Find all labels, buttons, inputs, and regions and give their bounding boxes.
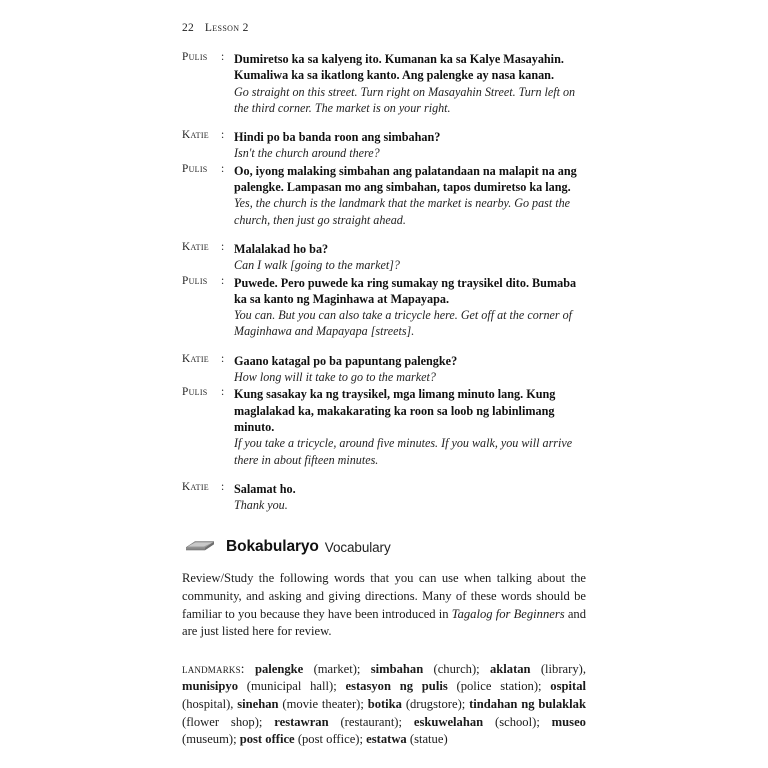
vocabulary-gloss: (post office) xyxy=(297,732,360,747)
vocabulary-term: tindahan ng bulaklak xyxy=(469,696,586,711)
vocabulary-entry xyxy=(371,662,490,676)
vocabulary-gloss: (market) xyxy=(313,661,357,676)
speaker-colon: : xyxy=(221,480,225,493)
vocabulary-intro-paragraph xyxy=(182,570,586,640)
vocabulary-gloss: (movie theater) xyxy=(282,696,361,711)
vocabulary-separator: ; xyxy=(536,714,552,729)
dialogue-list xyxy=(182,51,586,513)
vocabulary-separator: ; xyxy=(461,696,470,711)
speaker-label: Pulis xyxy=(182,386,208,399)
vocabulary-term: munisipyo xyxy=(182,679,238,694)
vocabulary-separator: ; xyxy=(476,661,490,676)
dialogue-turn xyxy=(182,241,586,274)
vocabulary-entry xyxy=(366,732,448,746)
intro-text-part-2: and are just listed here for review. xyxy=(182,606,586,639)
vocabulary-gloss: (library) xyxy=(540,661,583,676)
vocabulary-term: simbahan xyxy=(370,661,424,676)
vocabulary-entry xyxy=(490,662,586,676)
dialogue-turn xyxy=(182,163,586,228)
vocabulary-term: estatwa xyxy=(366,732,407,747)
vocabulary-term: sinehan xyxy=(237,696,279,711)
english-translation-line: Can I walk [going to the market]? xyxy=(234,258,400,273)
vocabulary-term: ospital xyxy=(550,679,586,694)
vocabulary-term: palengke xyxy=(254,661,304,676)
speaker-label: Pulis xyxy=(182,274,208,287)
vocabulary-category-label: landmarks: xyxy=(182,660,245,676)
intro-text-part-1: Review/Study the following words that you can use when talking about the community, and asking and giving directions. Many of these words should be familiar to you because they have been introduced in xyxy=(182,571,586,621)
dialogue-turn xyxy=(182,51,586,116)
speaker-colon: : xyxy=(221,386,225,399)
english-translation-line: Go straight on this street. Turn right on Masayahin Street. Turn left on the third corner. The market is on your right. xyxy=(234,84,576,115)
speaker-colon: : xyxy=(221,51,225,63)
vocabulary-term: museo xyxy=(551,714,586,729)
vocabulary-gloss: (school) xyxy=(495,714,537,729)
dialogue-turn xyxy=(182,275,586,340)
speaker-label: Katie xyxy=(182,129,209,142)
vocabulary-separator: , xyxy=(230,696,238,711)
english-translation-line: Thank you. xyxy=(234,498,288,513)
english-translation-line: You can. But you can also take a tricycle here. Get off at the corner of Maginhawa and Mapayapa [streets]. xyxy=(234,308,572,339)
vocabulary-separator: ; xyxy=(398,714,414,729)
vocabulary-separator: ; xyxy=(360,696,368,711)
vocabulary-entry xyxy=(255,662,371,676)
dialogue-turn xyxy=(182,481,586,514)
book-icon xyxy=(185,539,215,555)
tagalog-line: Puwede. Pero puwede ka ring sumakay ng traysikel dito. Bumaba ka sa kanto ng Maginhawa at Mapayapa. xyxy=(234,275,577,306)
vocabulary-gloss: (church) xyxy=(433,661,477,676)
document-page xyxy=(182,22,586,761)
tagalog-line: Gaano katagal po ba papuntang palengke? xyxy=(234,353,458,368)
vocabulary-entry xyxy=(182,679,345,693)
vocabulary-gloss: (statue) xyxy=(409,732,448,747)
vocabulary-separator: ; xyxy=(356,661,371,676)
speaker-label: Pulis xyxy=(182,51,208,63)
vocabulary-separator: , xyxy=(582,661,586,676)
vocabulary-entry xyxy=(368,697,469,711)
dialogue-turn xyxy=(182,386,586,467)
tagalog-line: Hindi po ba banda roon ang simbahan? xyxy=(234,130,441,145)
book-title-reference: Tagalog for Beginners xyxy=(451,606,565,621)
vocabulary-entry xyxy=(345,679,550,693)
vocabulary-entry xyxy=(237,697,367,711)
tagalog-line: Kung sasakay ka ng traysikel, mga limang minuto lang. Kung maglalakad ka, makakarating ka roon sa loob ng labinlimang minuto. xyxy=(234,387,556,434)
speaker-label: Katie xyxy=(182,480,209,493)
section-subtitle: Vocabulary xyxy=(324,539,391,555)
vocabulary-term: estasyon ng pulis xyxy=(345,679,448,694)
vocabulary-term: post office xyxy=(239,732,295,747)
vocabulary-separator: ; xyxy=(538,679,551,694)
vocabulary-separator: ; xyxy=(258,714,275,729)
vocabulary-term: aklatan xyxy=(489,661,531,676)
vocabulary-gloss: (police station) xyxy=(456,679,539,694)
speaker-colon: : xyxy=(221,129,225,142)
tagalog-line: Malalakad ho ba? xyxy=(234,241,329,256)
speaker-label: Katie xyxy=(182,240,209,253)
section-title: Bokabularyo xyxy=(226,538,319,556)
speaker-colon: : xyxy=(221,240,225,253)
speaker-label: Pulis xyxy=(182,162,208,175)
vocabulary-gloss: (drugstore) xyxy=(405,696,462,711)
speaker-label: Katie xyxy=(182,352,209,365)
speaker-colon: : xyxy=(221,162,225,175)
vocabulary-gloss: (flower shop) xyxy=(182,714,259,729)
running-head xyxy=(182,22,586,34)
vocabulary-separator: ; xyxy=(359,732,367,747)
english-translation-line: Isn't the church around there? xyxy=(234,146,380,161)
vocabulary-gloss: (municipal hall) xyxy=(246,679,334,694)
lesson-label: Lesson 2 xyxy=(204,22,249,34)
speaker-colon: : xyxy=(221,274,225,287)
tagalog-line: Oo, iyong malaking simbahan ang palatandaan na malapit na ang palengke. Lampasan mo ang simbahan, tapos dumiretso ka lang. xyxy=(234,163,577,195)
vocabulary-entry xyxy=(274,715,414,729)
tagalog-line: Dumiretso ka sa kalyeng ito. Kumanan ka sa Kalye Masayahin. Kumaliwa ka sa ikatlong kanto. Ang palengke ay nasa kanan. xyxy=(234,52,564,83)
tagalog-line: Salamat ho. xyxy=(234,481,296,496)
vocabulary-gloss: (hospital) xyxy=(182,696,231,711)
speaker-colon: : xyxy=(221,352,225,365)
english-translation-line: If you take a tricycle, around five minutes. If you walk, you will arrive there in about fifteen minutes. xyxy=(234,436,573,467)
vocabulary-entry xyxy=(414,715,552,729)
vocabulary-separator: ; xyxy=(233,732,240,747)
vocabulary-landmarks-list xyxy=(182,660,586,749)
dialogue-turn xyxy=(182,353,586,386)
page-number: 22 xyxy=(182,22,194,34)
vocabulary-gloss: (restaurant) xyxy=(340,714,399,729)
vocabulary-term: botika xyxy=(367,696,402,711)
vocabulary-term: eskuwelahan xyxy=(413,714,484,729)
vocabulary-section-heading xyxy=(185,538,586,556)
dialogue-turn xyxy=(182,129,586,162)
vocabulary-separator: ; xyxy=(333,679,346,694)
english-translation-line: Yes, the church is the landmark that the market is nearby. Go past the church, then just go straight ahead. xyxy=(234,196,571,227)
vocabulary-entry xyxy=(240,732,366,746)
english-translation-line: How long will it take to go to the market? xyxy=(234,370,436,385)
vocabulary-term: restawran xyxy=(274,714,329,729)
vocabulary-gloss: (museum) xyxy=(182,732,234,747)
